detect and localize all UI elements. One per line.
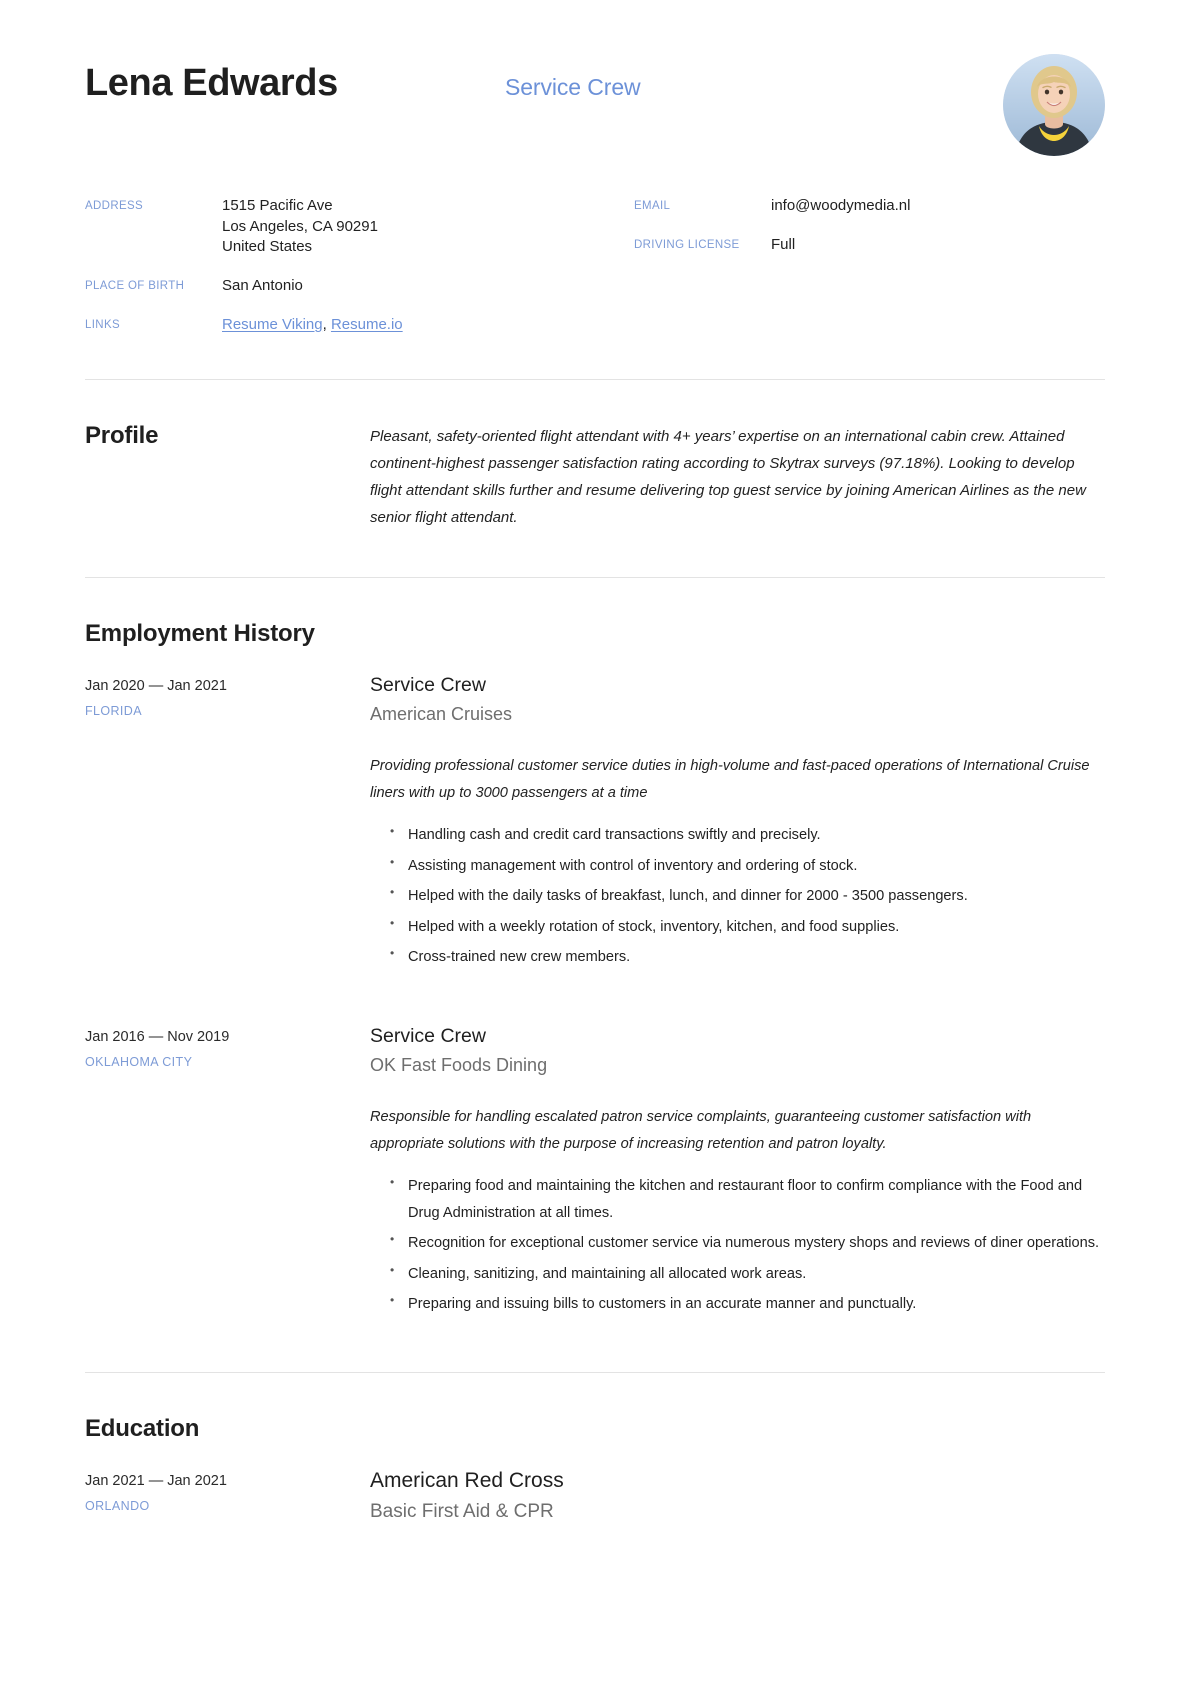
list-item: • Helped with a weekly rotation of stock, inventory, kitchen, and food supplies. [370, 914, 1105, 941]
list-item: • Handling cash and credit card transactions swiftly and precisely. [370, 822, 1105, 849]
address-line-2: Los Angeles, CA 90291 [222, 217, 378, 235]
employment-entry-description: Responsible for handling escalated patron service complaints, guaranteeing customer satisfaction with appropriate solutions with the purpose of increasing retention and patron loyalty. [370, 1109, 1032, 1152]
section-title-employment: Employment History [85, 620, 315, 648]
employment-entry-city: FLORIDA [85, 704, 142, 719]
header-job-title: Service Crew [505, 74, 641, 100]
contact-column-left [85, 196, 595, 335]
contact-row-driving-license [634, 235, 1105, 256]
resume-header [85, 0, 1105, 156]
link-resume-viking[interactable]: Resume Viking [222, 315, 323, 333]
employment-entry [85, 674, 1105, 975]
employment-entries [85, 648, 1105, 1322]
employment-entry-title: Service Crew [370, 1025, 486, 1048]
link-resume-io[interactable]: Resume.io [330, 315, 403, 333]
list-item: • Preparing food and maintaining the kitchen and restaurant floor to confirm compliance with the Food and Drug Administration at all times. [370, 1173, 1105, 1226]
employment-entry-bullets [370, 1173, 1105, 1318]
contact-row-place-of-birth [85, 276, 595, 297]
section-body-profile [370, 422, 1105, 531]
contact-row-address [85, 196, 595, 258]
list-item: • Cleaning, sanitizing, and maintaining all allocated work areas. [370, 1261, 1105, 1288]
employment-entry-description: Providing professional customer service duties in high-volume and fast-paced operations of International Cruise liners with up to 3000 passengers at a time [370, 758, 1090, 801]
contact-label-links: LINKS [85, 318, 120, 331]
contact-label-email: EMAIL [634, 200, 671, 212]
avatar [1003, 54, 1105, 156]
section-education [85, 1373, 1105, 1523]
list-item: • Helped with the daily tasks of breakfast, lunch, and dinner for 2000 - 3500 passengers. [370, 883, 1105, 910]
list-item: • Cross-trained new crew members. [370, 944, 1105, 971]
section-title-education: Education [85, 1414, 200, 1442]
section-title-profile: Profile [85, 422, 159, 450]
contact-column-right [595, 196, 1105, 335]
contact-value-place-of-birth: San Antonio [222, 277, 303, 295]
contact-details [85, 196, 1105, 335]
employment-entry-body [370, 1025, 1105, 1322]
employment-entry-date: Jan 2016 — Nov 2019 [85, 1029, 230, 1046]
employment-entry [85, 1025, 1105, 1322]
education-entry-date: Jan 2021 — Jan 2021 [85, 1472, 227, 1489]
list-item: • Preparing and issuing bills to customers in an accurate manner and punctually. [370, 1291, 1105, 1318]
address-line-3: United States [222, 238, 313, 256]
education-entry-title: American Red Cross [370, 1468, 564, 1492]
employment-entry-meta [85, 1025, 370, 1322]
employment-entry-organization: American Cruises [370, 704, 513, 725]
employment-entry-title: Service Crew [370, 674, 486, 697]
employment-entry-date: Jan 2020 — Jan 2021 [85, 678, 227, 695]
education-entry-meta [85, 1469, 370, 1523]
section-profile [85, 380, 1105, 531]
contact-label-driving-license: DRIVING LICENSE [634, 238, 740, 251]
employment-entry-bullets [370, 822, 1105, 971]
contact-label-place-of-birth: PLACE OF BIRTH [85, 280, 185, 293]
education-entry-body [370, 1469, 1105, 1523]
education-entry [85, 1469, 1105, 1523]
employment-entry-city: OKLAHOMA CITY [85, 1055, 193, 1070]
contact-value-driving-license: Full [771, 235, 796, 253]
employment-entry-meta [85, 674, 370, 975]
contact-row-email [634, 196, 1105, 217]
section-head-profile [85, 422, 370, 531]
employment-entry-body [370, 674, 1105, 975]
contact-label-address: ADDRESS [85, 200, 144, 212]
employment-entry-organization: OK Fast Foods Dining [370, 1055, 548, 1076]
page-title: Lena Edwards [85, 62, 338, 104]
education-entries [85, 1443, 1105, 1523]
list-item: • Recognition for exceptional customer service via numerous mystery shops and reviews of diner operations. [370, 1230, 1105, 1257]
profile-summary-text: Pleasant, safety-oriented flight attendant with 4+ years’ expertise on an international cabin crew. Attained continent-highest passenger satisfaction rating according to Skytrax surveys (97.18%). Looking to develop flight attendant skills further and resume delivering top guest service by joining American Airlines as the new senior flight attendant. [370, 428, 1086, 526]
list-item: • Assisting management with control of inventory and ordering of stock. [370, 853, 1105, 880]
section-employment [85, 578, 1105, 1322]
education-entry-organization: Basic First Aid & CPR [370, 1500, 554, 1522]
contact-row-links [85, 315, 595, 336]
header-name-block [85, 62, 1003, 106]
links-separator: , [322, 315, 331, 333]
education-entry-city: ORLANDO [85, 1498, 150, 1513]
contact-value-email: info@woodymedia.nl [771, 197, 911, 214]
address-line-1: 1515 Pacific Ave [222, 197, 333, 214]
contact-value-links [222, 315, 403, 336]
contact-value-address [222, 196, 378, 258]
